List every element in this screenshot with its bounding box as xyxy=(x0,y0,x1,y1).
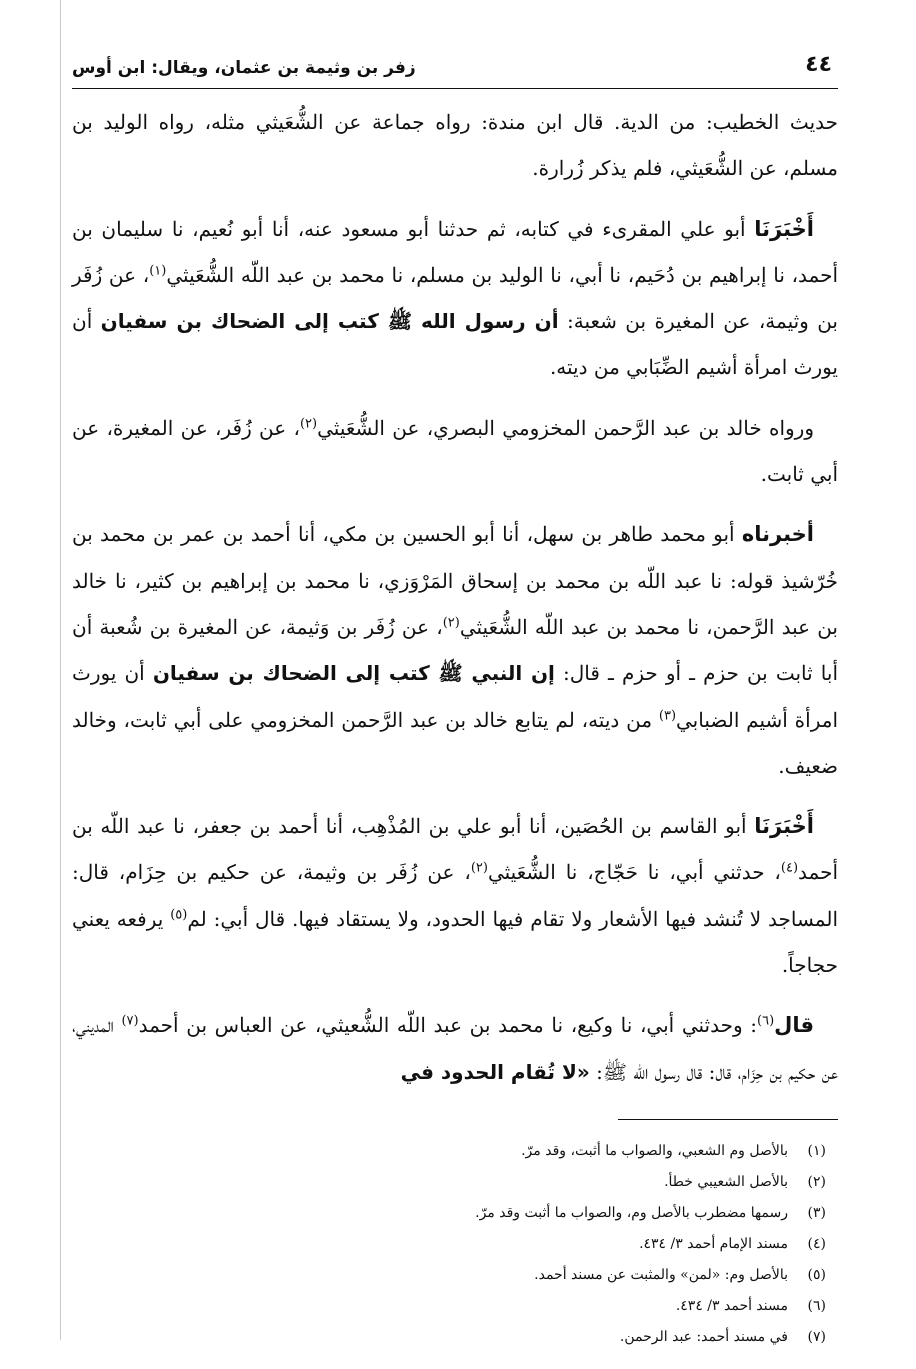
footnote-reference: (٢) xyxy=(470,860,488,876)
footnote-number: (٦) xyxy=(807,1297,826,1314)
footnote-number: (٣) xyxy=(807,1204,826,1221)
paragraph xyxy=(72,206,838,391)
emphasized-text: «لا تُقام الحدود في xyxy=(400,1059,590,1084)
paragraph-lead-word: قال xyxy=(774,1013,814,1038)
footnote-number: (١) xyxy=(807,1142,826,1159)
footnote-item xyxy=(72,1167,826,1198)
paragraph-text: ، عن زُفَر بن وثيمة، عن حكيم بن حِزَام، قال: المساجد لا تُنشد فيها الأشعار ولا تقام فيها الحدود، ولا يستقاد فيها. قال أبي: لم xyxy=(72,860,838,931)
footnote-number: (٧) xyxy=(807,1328,826,1345)
footnote-text: في مسند أحمد: عبد الرحمن. xyxy=(619,1328,788,1345)
paragraph-text: من ديته، لم يتابع خالد بن عبد الرَّحمن المخزومي على أبي ثابت، وخالد ضعيف. xyxy=(72,707,838,778)
footnote-text: رسمها مضطرب بالأصل وم، والصواب ما أثبت وقد مرّ. xyxy=(475,1204,788,1221)
footnote-reference: (٤) xyxy=(780,860,799,876)
footnote-reference: (١) xyxy=(149,263,167,279)
footnote-item xyxy=(72,1322,826,1353)
paragraph-text: حديث الخطيب: من الدية. قال ابن مندة: رواه جماعة عن الشُّعَيثي مثله، رواه الوليد بن مسلم، عن الشُّعَيثي، فلم يذكر زُرارة. xyxy=(72,110,838,181)
paragraph xyxy=(72,803,838,988)
footnote-text: مسند الإمام أحمد ٣/ ٤٣٤. xyxy=(639,1235,788,1252)
footnote-number: (٤) xyxy=(807,1235,826,1252)
footnote-item xyxy=(72,1229,826,1260)
paragraph-text: ، عن زُفَر بن وَثيمة، عن المغيرة بن شُعبة أن أبا ثابت بن حزم ـ أو حزم ـ قال: xyxy=(72,614,839,686)
footnote-separator xyxy=(618,1119,838,1120)
footnote-text: بالأصل وم الشعبي، والصواب ما أثبت، وقد مرّ. xyxy=(521,1142,788,1159)
footnote-text: بالأصل وم: «لمن» والمثبت عن مسند أحمد. xyxy=(534,1266,788,1283)
footnote-text: مسند أحمد ٣/ ٤٣٤. xyxy=(675,1297,788,1314)
page-number: ٤٤ xyxy=(805,52,832,77)
paragraph-text: ، عن زُفَر، عن المغيرة، عن أبي ثابت. xyxy=(72,415,838,487)
footnote-reference: (٧) xyxy=(121,1013,139,1029)
emphasized-text: أن رسول الله ﷺ كتب إلى الضحاك بن سفيان xyxy=(100,309,559,334)
footnote-number: (٢) xyxy=(807,1173,826,1190)
paragraph-text: يرفعه يعني حجاجاً. xyxy=(72,906,838,978)
scan-margin-line xyxy=(60,0,61,1340)
paragraph-text: أن يورث امرأة أشيم الضبابي xyxy=(72,661,838,732)
paragraph-lead-word: أخبرناه xyxy=(741,522,814,547)
footnote-reference: (٢) xyxy=(299,416,318,432)
paragraph-text: : وحدثني أبي، نا وكيع، نا محمد بن عبد اللّه الشُّعيثي، عن العباس بن أحمد xyxy=(138,1013,757,1038)
footnote-item xyxy=(72,1198,826,1229)
footnote-text: بالأصل الشعيبي خطأ. xyxy=(664,1173,788,1190)
footnote-reference: (٢) xyxy=(442,615,460,631)
paragraph-text: المديني، عن حكيم بن حِزَام، قال: قال رسول الله ﷺ: xyxy=(72,1013,838,1084)
paragraph xyxy=(72,511,838,789)
footnote-item xyxy=(72,1260,826,1291)
footnote-reference: (٣) xyxy=(658,707,677,723)
page-header xyxy=(72,44,838,89)
main-text xyxy=(72,99,838,1095)
paragraph-lead-word: أَخْبَرَنَا xyxy=(754,814,814,839)
paragraph-text: أبو القاسم بن الحُصَين، أنا أبو علي بن المُذْهِب، أنا أحمد بن جعفر، نا عبد اللّه بن أحمد xyxy=(72,814,838,885)
footnote-item xyxy=(72,1291,826,1322)
footnotes-list xyxy=(72,1136,838,1353)
paragraph-text: ورواه خالد بن عبد الرَّحمن المخزومي البصري، عن الشُّعَيثي xyxy=(317,415,814,440)
paragraph-text: ، حدثني أبي، نا حَجّاج، نا الشُّعَيثي xyxy=(487,860,781,885)
paragraph-lead-word: أَخْبَرَنَا xyxy=(754,216,814,241)
paragraph xyxy=(72,405,838,498)
emphasized-text: إن النبي ﷺ كتب إلى الضحاك بن سفيان xyxy=(152,661,555,686)
paragraph-text: أن يورث امرأة أشيم الضِّبَابي من ديته. xyxy=(72,309,838,380)
paragraph xyxy=(72,1002,838,1095)
footnote-reference: (٦) xyxy=(757,1013,775,1029)
running-title: زفر بن وثيمة بن عثمان، ويقال: ابن أوس xyxy=(72,58,416,78)
paragraph-text: أبو علي المقرىء في كتابه، ثم حدثنا أبو مسعود عنه، أنا أبو نُعيم، نا سليمان بن أحمد، نا إبراهيم بن دُحَيم، نا أبي، نا الوليد بن مسلم، نا محمد بن عبد اللّه الشُّعَيثي xyxy=(72,216,839,287)
paragraph xyxy=(72,99,838,192)
paragraph-text: ، عن زُفَر بن وثيمة، عن المغيرة بن شعبة: xyxy=(72,262,839,334)
footnote-item xyxy=(72,1136,826,1167)
book-page xyxy=(72,44,838,1369)
paragraph-text: أبو محمد طاهر بن سهل، أنا أبو الحسين بن مكي، أنا أحمد بن عمر بن محمد بن خُرّشيذ قوله: نا عبد اللّه بن محمد بن إسحاق المَرْوَزي، نا محمد بن إبراهيم بن كثير، نا خالد بن عبد الرَّحمن، نا محمد بن عبد اللّه الشُّعَيثي xyxy=(72,522,838,639)
footnote-reference: (٥) xyxy=(170,907,188,923)
footnote-number: (٥) xyxy=(807,1266,826,1283)
